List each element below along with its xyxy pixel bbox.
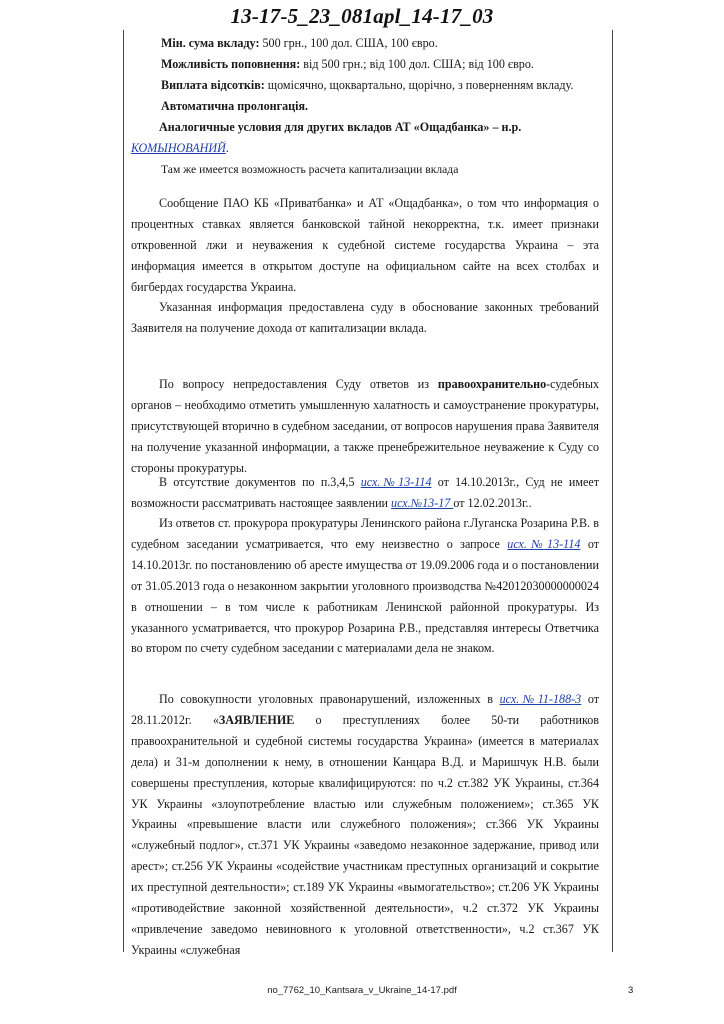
right-margin-line	[612, 30, 613, 952]
prolongation-line: Автоматична пролонгація.	[161, 98, 309, 113]
similar-conditions-text: Аналогичные условия для других вкладов АТ «Ощадбанка» – н.р.	[159, 119, 522, 134]
page-header-title: 13-17-5_23_081apl_14-17_03	[230, 4, 494, 28]
outgoing-13-114-link[interactable]: исх.№13-114	[360, 475, 432, 489]
prosecutor-negligence-paragraph	[131, 374, 599, 479]
para6-text-mid: от 28.11.2012г. «	[131, 692, 599, 727]
para6-text-end: о преступлениях более 50-ти работников правоохранительной и судебной системы государства Украина» (имеется в материалах дела) и 31-м дополнении к нему, в отношении Канцара В.Д. и Маришчук Н.В. были совершены преступления, которые квалифицируются: по ч.2 ст.382 УК Украины, ст.364 УК Украины «злоупотребление властью или служебным положением»; ст.365 УК Украины «превышение власти или служебного положения»; ст.366 УК Украины «служебный подлог», ст.371 УК Украины «заведомо незаконное задержание, привод или арест»; ст.256 УК Украины «содействие участникам преступных организаций и сокрытие их преступной деятельности»; ст.189 УК Украины «вымогательство»; ст.206 УК Украины «противодействие законной хозяйственной деятельности», ч.2 ст.372 УК Украины «привлечение заведомо невиновного к уголовной ответственности», ч.2 ст.367 УК Украины «служебная	[131, 712, 599, 957]
outgoing-11-188-3-link[interactable]: исх.№11-188-3	[499, 692, 582, 706]
para4-text-start: В отсутствие документов по п.3,4,5	[159, 475, 361, 489]
topup-label: Можливість поповнення:	[161, 56, 301, 71]
para4-text-end: от 12.02.2013г..	[453, 495, 532, 510]
payout-label: Виплата відсотків:	[161, 77, 265, 92]
payout-line	[131, 75, 599, 96]
outgoing-13-114-link-2[interactable]: исх.№13-114	[507, 536, 581, 551]
missing-documents-paragraph	[131, 472, 599, 514]
footer-filename: no_7762_10_Kantsara_v_Ukraine_14-17.pdf	[267, 985, 457, 996]
combined-deposit-link[interactable]: КОМЫНОВАНИЙ	[131, 140, 226, 155]
para3-text-start: По вопросу непредоставления Суду ответов из	[159, 377, 438, 391]
topup-line	[131, 54, 599, 75]
payout-value: щомісячно, щоквартально, щорічно, з поверненням вкладу.	[264, 77, 574, 92]
bank-secret-paragraph: Сообщение ПАО КБ «Приватбанка» и АТ «Ощадбанка», о том что информация о процентных ставках является банковской тайной некорректна, т.к. имеет признаки откровенной лжи и неуважения к судебной системе государства Украина – эта информация имеется в открытом доступе на официальном сайте на всех столбах и бигбердах государства Украина.	[131, 196, 599, 294]
crimes-summary-paragraph	[131, 689, 599, 961]
statement-bold-word: ЗАЯВЛЕНИЕ	[218, 712, 295, 727]
prosecutor-answers-paragraph	[131, 513, 599, 659]
page-number: 3	[628, 985, 634, 996]
outgoing-13-17-link[interactable]: исх.№13-17	[391, 495, 454, 510]
min-amount-value: 500 грн., 100 дол. США, 100 євро.	[259, 36, 438, 50]
similar-conditions-end: .	[225, 140, 229, 155]
deposit-terms-block	[131, 33, 599, 181]
para3-text-end: -судебных органов – необходимо отметить умышленную халатность и самоустранение прокуратуры, присутствующей вторично в судебном заседании, от вопросов нарушения права Заявителя на получение указанной информации, а также пренебрежительное неуважение к Суду со стороны прокуратуры.	[131, 377, 599, 475]
information-provided-paragraph: Указанная информация предоставлена суду в обоснование законных требований Заявителя на получение дохода от капитализации вклада.	[131, 300, 599, 335]
para3-bold-term: правоохранительно	[437, 377, 547, 391]
para6-text-start: По совокупности уголовных правонарушений, изложенных в	[159, 692, 500, 706]
min-amount-line	[131, 33, 599, 54]
left-margin-line	[123, 30, 124, 952]
para5-text-end: от 14.10.2013г. по постановлению об аресте имущества от 19.09.2006 года и о постановлении от 31.05.2013 года о незаконном закрытии уголовного производства №42012030000000024 в отношении – в том числе к работникам Ленинской районной прокуратуры. Из указанного усматривается, что прокурор Розарина Р.В., представляя интересы Ответчика во втором по счету судебном заседании с материалами дела не знаком.	[131, 536, 599, 656]
para5-text-start: Из ответов ст. прокурора прокуратуры Ленинского района г.Луганска Розарина Р.В. в судебном заседании усматривается, что ему неизвестно о запросе	[131, 516, 599, 551]
para4-text-mid: от 14.10.2013г., Суд не имеет возможности рассматривать настоящее заявлении	[131, 475, 600, 510]
similar-conditions-paragraph	[131, 117, 599, 159]
min-amount-label: Мін. сума вкладу:	[161, 36, 260, 50]
capitalization-note: Там же имеется возможность расчета капитализации вклада	[161, 163, 459, 177]
topup-value: від 500 грн.; від 100 дол. США; від 100 євро.	[300, 56, 534, 71]
